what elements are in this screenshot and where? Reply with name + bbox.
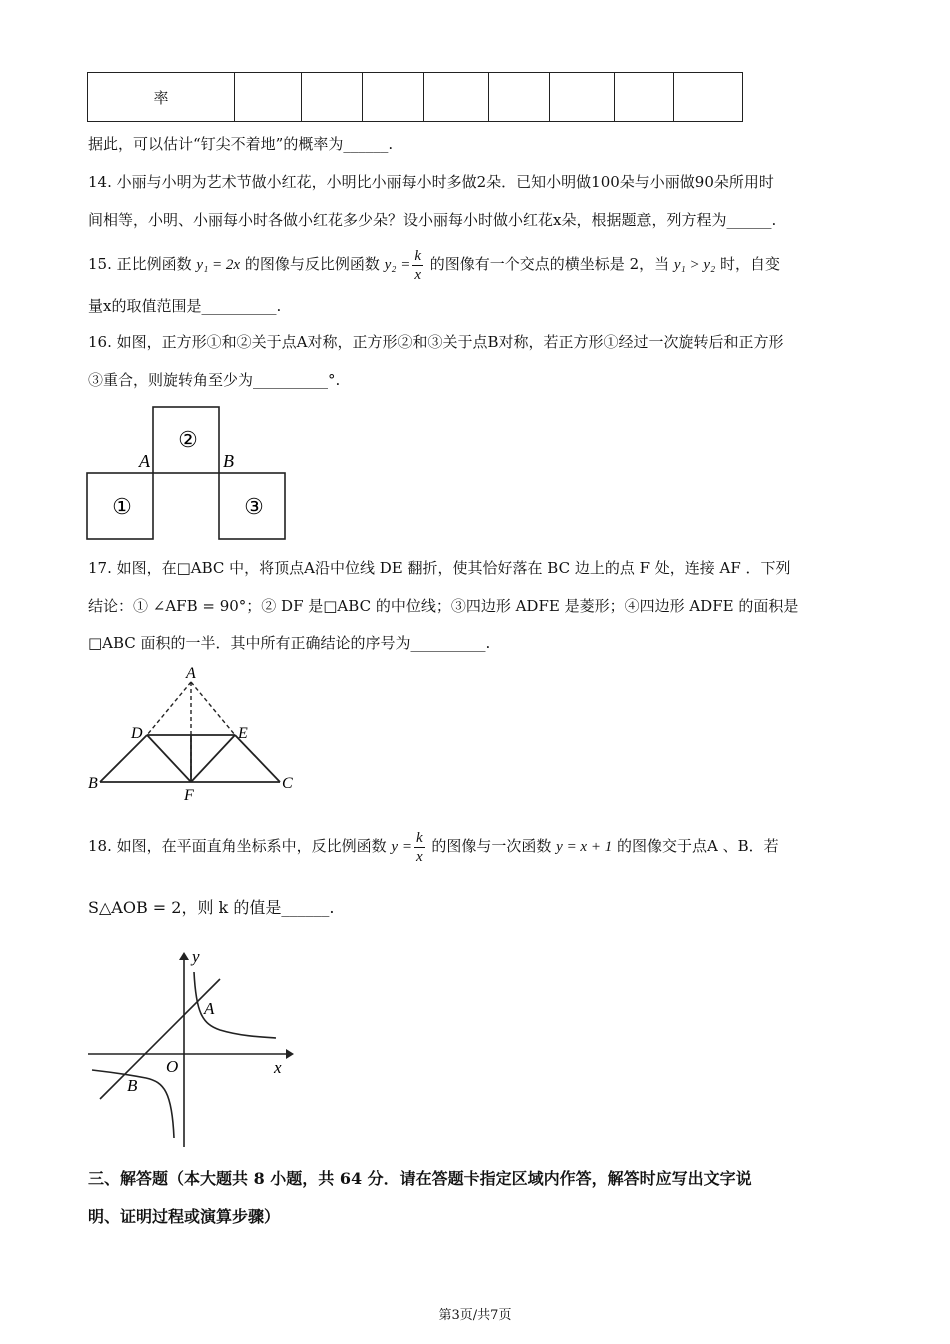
point-D-label: D bbox=[131, 725, 143, 742]
point-E-label: E bbox=[238, 725, 248, 742]
q15-fraction bbox=[412, 247, 423, 284]
q15-text: 的图像与反比例函数 bbox=[240, 255, 385, 273]
q15-eq1: y₁ = 2x bbox=[196, 257, 241, 273]
frequency-table bbox=[87, 72, 743, 122]
q17-line3: □ABC 面积的一半．其中所有正确结论的序号为__________. bbox=[88, 634, 491, 652]
q18-line1 bbox=[88, 828, 779, 866]
q16-line2: ③重合，则旋转角至少为__________°. bbox=[88, 371, 341, 389]
q13-tail: 据此，可以估计“钉尖不着地”的概率为______. bbox=[88, 135, 394, 153]
frac-denominator: x bbox=[414, 266, 422, 283]
table-cell bbox=[615, 73, 674, 122]
origin-label: O bbox=[166, 1057, 179, 1076]
x-arrow bbox=[286, 1049, 294, 1059]
point-B-label: B bbox=[223, 451, 234, 471]
line-y-x-plus-1 bbox=[100, 979, 220, 1099]
point-F-label: F bbox=[184, 787, 194, 804]
segment-DF bbox=[147, 735, 191, 782]
point-B-label: B bbox=[88, 775, 98, 792]
table-cell bbox=[235, 73, 302, 122]
point-A-label: A bbox=[204, 999, 215, 1018]
table-cell bbox=[550, 73, 615, 122]
point-A-label: A bbox=[186, 665, 196, 682]
x-axis-label: x bbox=[274, 1058, 282, 1077]
q15-inequality: y₁ > y₂ bbox=[673, 257, 716, 273]
dashed-AD bbox=[147, 682, 191, 735]
segment-CE bbox=[235, 735, 280, 782]
y-axis-label: y bbox=[192, 947, 200, 966]
frac-numerator: k bbox=[415, 829, 423, 846]
label-sq1: ① bbox=[112, 494, 132, 519]
frac-denominator: x bbox=[415, 848, 423, 865]
section-heading-line1: 三、解答题（本大题共 8 小题，共 64 分．请在答题卡指定区域内作答，解答时应写出文字说 bbox=[88, 1169, 752, 1188]
q15-text: 时，自变 bbox=[715, 255, 781, 273]
table-cell bbox=[302, 73, 363, 122]
q18-text: 的图像与一次函数 bbox=[426, 837, 557, 855]
q15-line1 bbox=[88, 246, 780, 284]
q15-line2: 量x的取值范围是__________. bbox=[88, 297, 282, 315]
segment-BD bbox=[100, 735, 147, 782]
q14-line1: 14. 小丽与小明为艺术节做小红花，小明比小丽每小时多做2朵．已知小明做100朵与小丽做90朵所用时 bbox=[88, 173, 774, 191]
section-heading-line2: 明、证明过程或演算步骤） bbox=[88, 1207, 281, 1226]
q18-linear: y = x + 1 bbox=[556, 839, 613, 855]
q16-figure bbox=[80, 400, 300, 545]
q18-text: 18. 如图，在平面直角坐标系中，反比例函数 bbox=[88, 837, 392, 855]
label-sq3: ③ bbox=[244, 494, 264, 519]
table-cell bbox=[674, 73, 743, 122]
point-C-label: C bbox=[282, 775, 293, 792]
dashed-AE bbox=[191, 682, 235, 735]
q15-eq2: y₂ = bbox=[384, 257, 411, 273]
point-B-label: B bbox=[127, 1076, 138, 1095]
q17-line2: 结论：① ∠AFB = 90°；② DF 是□ABC 的中位线；③四边形 ADFE 是菱形；④四边形 ADFE 的面积是 bbox=[88, 597, 799, 615]
q15-text: 15. 正比例函数 bbox=[88, 255, 197, 273]
q16-line1: 16. 如图，正方形①和②关于点A对称，正方形②和③关于点B对称，若正方形①经过一次旋转后和正方形 bbox=[88, 333, 784, 351]
table-cell bbox=[489, 73, 550, 122]
segment-EF bbox=[191, 735, 235, 782]
point-A-label: A bbox=[139, 451, 150, 471]
table-row-label: 率 bbox=[88, 73, 235, 122]
label-sq2: ② bbox=[178, 427, 198, 452]
q18-line2: S△AOB = 2，则 k 的值是______. bbox=[88, 898, 335, 917]
q18-text: 的图像交于点A 、B．若 bbox=[612, 837, 779, 855]
q18-eq: y = bbox=[391, 839, 412, 855]
q15-text: 的图像有一个交点的横坐标是 2，当 bbox=[425, 255, 674, 273]
q18-figure bbox=[80, 942, 300, 1152]
q17-figure bbox=[80, 662, 310, 807]
q17-line1: 17. 如图，在□ABC 中，将顶点A沿中位线 DE 翻折，使其恰好落在 BC 边上的点 F 处，连接 AF ．下列 bbox=[88, 559, 791, 577]
table-cell bbox=[363, 73, 424, 122]
page-footer: 第3页/共7页 bbox=[438, 1308, 512, 1323]
frac-numerator: k bbox=[414, 247, 422, 264]
q14-line2: 间相等，小明、小丽每小时各做小红花多少朵？设小丽每小时做小红花x朵，根据题意，列方程为______. bbox=[88, 211, 777, 229]
table-cell bbox=[424, 73, 489, 122]
q18-fraction bbox=[414, 829, 425, 866]
y-arrow bbox=[179, 952, 189, 960]
